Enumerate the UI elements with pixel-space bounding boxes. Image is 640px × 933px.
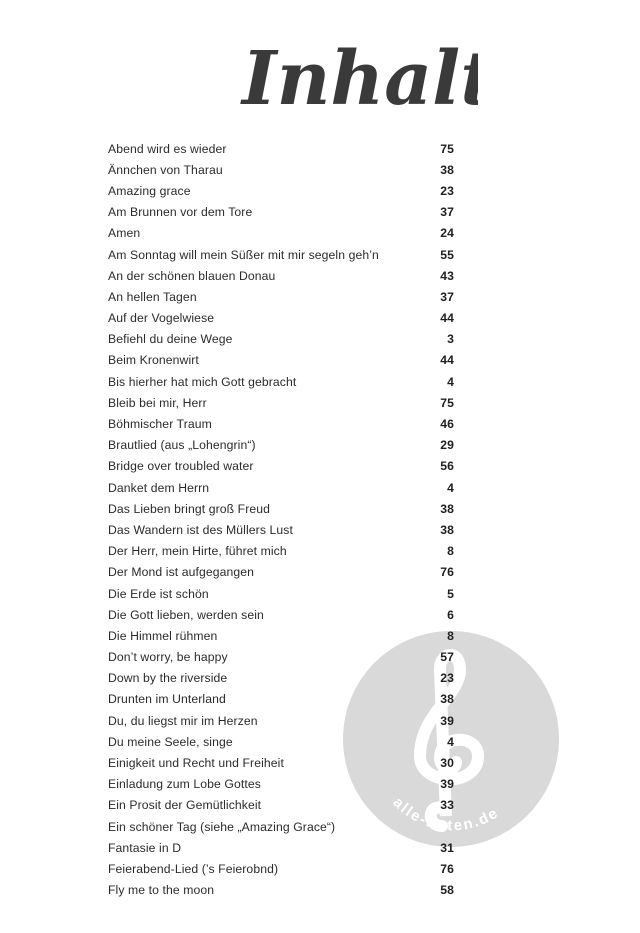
toc-entry-title: Fantasie in D <box>108 840 182 855</box>
toc-entry <box>108 435 454 456</box>
toc-entry-title: Am Brunnen vor dem Tore <box>108 205 253 220</box>
toc-entry-page: 6 <box>447 607 454 622</box>
toc-entry-page: 56 <box>440 459 454 474</box>
toc-entry-title: Einladung zum Lobe Gottes <box>108 777 261 792</box>
toc-entry-page: 5 <box>447 586 454 601</box>
toc-entry-title: Ein Prosit der Gemütlichkeit <box>108 798 262 813</box>
toc-entry-title: Einigkeit und Recht und Freiheit <box>108 756 284 771</box>
toc-entry <box>108 816 454 837</box>
toc-entry-page: 38 <box>440 501 454 516</box>
toc-entry-title: Das Wandern ist des Müllers Lust <box>108 522 293 537</box>
toc-entry-page: 44 <box>440 353 454 368</box>
toc-entry-title: Down by the riverside <box>108 671 228 686</box>
page-title <box>238 28 478 124</box>
toc-entry-title: Die Himmel rühmen <box>108 628 218 643</box>
toc-entry-page: 23 <box>440 671 454 686</box>
toc-entry-page: 37 <box>440 289 454 304</box>
toc-entry-page: 46 <box>440 417 454 432</box>
toc-entry-title: Der Mond ist aufgegangen <box>108 565 255 580</box>
toc-entry-page: 30 <box>440 756 454 771</box>
toc-entry <box>108 244 454 265</box>
toc-entry <box>108 519 454 540</box>
toc-entry-title: Auf der Vogelwiese <box>108 311 215 326</box>
toc-entry-page: 4 <box>447 734 454 749</box>
toc-entry-page: 29 <box>440 438 454 453</box>
toc-entry-page: 55 <box>440 247 454 262</box>
toc-entry-title: Das Lieben bringt groß Freud <box>108 501 270 516</box>
toc-entry <box>108 498 454 519</box>
toc-entry-page: 76 <box>440 565 454 580</box>
toc-entry-page: 75 <box>440 141 454 156</box>
toc-entry <box>108 668 454 689</box>
toc-entry-title: Die Gott lieben, werden sein <box>108 607 264 622</box>
toc-entry <box>108 752 454 773</box>
toc-entry <box>108 392 454 413</box>
toc-entry-title: Bis hierher hat mich Gott gebracht <box>108 374 297 389</box>
toc-entry <box>108 477 454 498</box>
toc-entry <box>108 308 454 329</box>
toc-entry <box>108 774 454 795</box>
toc-entry-title: Die Erde ist schön <box>108 586 209 601</box>
toc-entry <box>108 202 454 223</box>
toc-entry-title: Feierabend-Lied (’s Feierobnd) <box>108 861 279 876</box>
toc-entry <box>108 371 454 392</box>
toc-entry <box>108 138 454 159</box>
toc-entry <box>108 413 454 434</box>
toc-entry-page: 23 <box>440 183 454 198</box>
toc-entry-title: Böhmischer Traum <box>108 417 212 432</box>
toc-entry-page: 31 <box>440 840 454 855</box>
toc-entry <box>108 795 454 816</box>
toc-entry-page: 37 <box>440 205 454 220</box>
toc-entry-page: 76 <box>440 861 454 876</box>
toc-entry <box>108 689 454 710</box>
page-title-text: Inhalt <box>242 36 478 122</box>
toc-entry-title: Amen <box>108 226 141 241</box>
toc-entry-page: 39 <box>440 713 454 728</box>
toc-entry <box>108 265 454 286</box>
toc-entry <box>108 647 454 668</box>
toc-entry <box>108 583 454 604</box>
toc-entry-title: Ännchen von Tharau <box>108 162 223 177</box>
toc-entry-page: 38 <box>440 162 454 177</box>
toc-entry-page: 4 <box>447 374 454 389</box>
toc-entry <box>108 350 454 371</box>
toc-entry-page: 43 <box>440 268 454 283</box>
toc-entry <box>108 541 454 562</box>
toc-entry-title: Der Herr, mein Hirte, führet mich <box>108 544 287 559</box>
toc-entry-title: Danket dem Herrn <box>108 480 210 495</box>
toc-entry <box>108 625 454 646</box>
toc-entry <box>108 180 454 201</box>
toc-entry <box>108 286 454 307</box>
toc-entry-page: 58 <box>440 883 454 898</box>
toc-entry <box>108 562 454 583</box>
toc-entry-page: 38 <box>440 522 454 537</box>
toc-entry-page: 57 <box>440 650 454 665</box>
toc-entry-title: Ein schöner Tag (siehe „Amazing Grace“) <box>108 819 336 834</box>
toc-entry-title: Am Sonntag will mein Süßer mit mir segeln geh’n <box>108 247 379 262</box>
toc-entry-title: Du, du liegst mir im Herzen <box>108 713 258 728</box>
toc-entry-title: Fly me to the moon <box>108 883 215 898</box>
toc-entry-title: Du meine Seele, singe <box>108 734 233 749</box>
toc-entry-page: 39 <box>440 777 454 792</box>
toc-entry <box>108 456 454 477</box>
toc-entry-title: Amazing grace <box>108 183 191 198</box>
toc-entry-title: Bridge over troubled water <box>108 459 254 474</box>
watermark-text: alle-noten.de <box>389 793 503 835</box>
toc-entry-page: 8 <box>447 544 454 559</box>
toc-entry-page: 8 <box>447 628 454 643</box>
toc-entry <box>108 159 454 180</box>
toc-entry-title: An hellen Tagen <box>108 289 197 304</box>
toc-entry-page: 44 <box>440 311 454 326</box>
toc-entry <box>108 880 454 901</box>
toc-entry-title: Befiehl du deine Wege <box>108 332 233 347</box>
toc-entry-page: 75 <box>440 395 454 410</box>
toc-entry-title: Abend wird es wieder <box>108 141 227 156</box>
toc-entry <box>108 710 454 731</box>
toc-entry <box>108 858 454 879</box>
toc-list <box>108 138 454 901</box>
toc-entry-page: 3 <box>447 332 454 347</box>
toc-entry <box>108 731 454 752</box>
toc-entry <box>108 604 454 625</box>
toc-entry-title: Bleib bei mir, Herr <box>108 395 207 410</box>
toc-entry-page: 38 <box>440 692 454 707</box>
toc-entry-title: Beim Kronenwirt <box>108 353 199 368</box>
toc-entry <box>108 223 454 244</box>
toc-entry-page: 33 <box>440 798 454 813</box>
toc-entry <box>108 837 454 858</box>
toc-entry-title: Don’t worry, be happy <box>108 650 228 665</box>
toc-entry <box>108 329 454 350</box>
toc-entry-title: An der schönen blauen Donau <box>108 268 276 283</box>
toc-entry-title: Brautlied (aus „Lohengrin“) <box>108 438 256 453</box>
toc-entry-page: 4 <box>447 480 454 495</box>
toc-entry-page: 24 <box>440 226 454 241</box>
toc-entry-title: Drunten im Unterland <box>108 692 226 707</box>
